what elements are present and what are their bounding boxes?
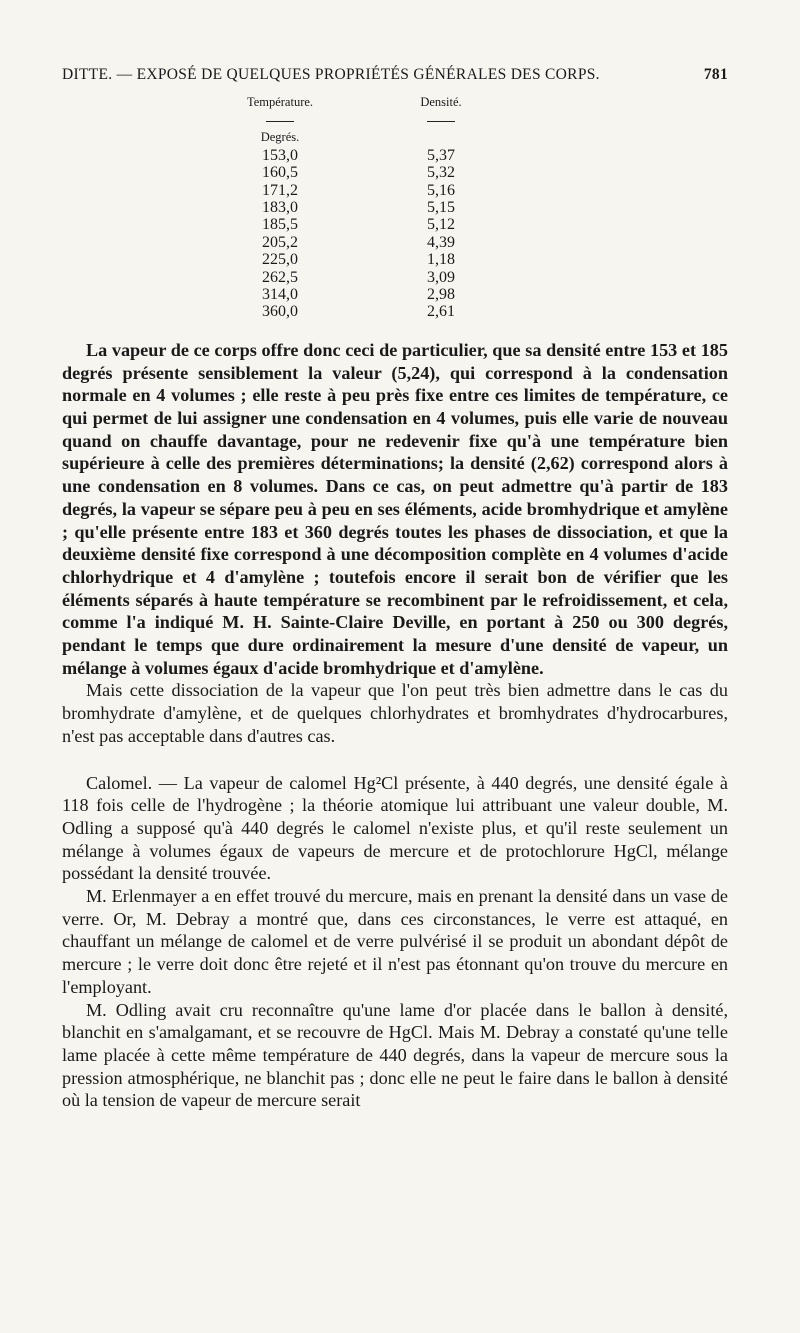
density-cell: 2,61 (427, 303, 455, 321)
temperature-cell: 205,2 (262, 233, 298, 251)
temperature-cell: 314,0 (262, 286, 298, 304)
running-title: DITTE. — EXPOSÉ DE QUELQUES PROPRIÉTÉS GÉNÉRALES DES CORPS. (62, 66, 600, 83)
temperature-cell: 171,2 (262, 181, 298, 199)
temperature-cell: 225,0 (262, 251, 298, 269)
density-cell: 3,09 (427, 268, 455, 286)
density-cell: 5,16 (427, 181, 455, 199)
table-row (220, 269, 486, 286)
dash-row (220, 112, 486, 129)
density-cell: 1,18 (427, 251, 455, 269)
table-row (220, 216, 486, 233)
paragraph-4: M. Erlenmayer a en effet trouvé du mercure, mais en prenant la densité dans un vase de verre. Or, M. Debray a montré que, dans ces circonstances, le verre est attaqué, en chauffant un mélange de calomel et de verre pulvérisé il se produit un abondant dépôt de mercure ; le verre doit donc être rejeté et il n'est pas étonnant qu'on trouve du mercure en l'employant. (62, 886, 728, 997)
temperature-header: Température. (246, 94, 314, 109)
paragraph-5: M. Odling avait cru reconnaître qu'une lame d'or placée dans le ballon à densité, blanchit en s'amalgamant, et se recouvre de HgCl. Mais M. Debray a constaté qu'une telle lame placée à cette même température de 440 degrés, dans la vapeur de mercure sous la pression atmosphérique, ne blanchit pas ; donc elle ne peut le faire dans le ballon à densité où la tension de vapeur de mercure serait (62, 999, 728, 1111)
temperature-cell: 183,0 (262, 199, 298, 217)
density-cell: 5,37 (427, 146, 455, 164)
table-row (220, 234, 486, 251)
paragraph-1: La vapeur de ce corps offre donc ceci de particulier, que sa densité entre 153 et 185 degrés présente sensiblement la valeur (5,24), qui correspond à la condensation normale en 4 volumes ; elle reste à peu près fixe entre ces limites de température, ce qui permet de lui assigner une condensation en 4 volumes, puis elle varie de nouveau quand on chauffe davantage, pour ne redevenir fixe qu'à une température bien supérieure à celle des premières déterminations; la densité (2,62) correspond alors à une condensation en 8 volumes. Dans ce cas, on peut admettre qu'à partir de 183 degrés, la vapeur se sépare peu à peu en ses éléments, acide bromhydrique et amylène ; qu'elle présente entre 183 et 360 degrés toutes les phases de dissociation, et que la deuxième densité fixe correspond à une décomposition complète en 4 volumes d'acide chlorhydrique et 4 d'amylène ; toutefois encore il serait bon de vérifier que les éléments séparés à haute température se recombinent par le refroidissement, et cela, comme l'a indiqué M. H. Sainte-Claire Deville, en portant à 250 ou 300 degrés, pendant le temps que dure ordinairement la mesure d'une densité de vapeur, un mélange à volumes égaux d'acide bromhydrique et d'amylène. (62, 339, 728, 678)
temperature-cell: 153,0 (262, 146, 298, 164)
dash-line (427, 121, 455, 122)
paragraph-2: Mais cette dissociation de la vapeur que l'on peut très bien admettre dans le cas du bromhydrate d'amylène, et de quelques chlorhydrates et bromhydrates d'hydrocarbures, n'est pas acceptable dans d'autres cas. (62, 680, 728, 746)
dash-line (266, 121, 294, 122)
density-cell: 5,15 (427, 199, 455, 217)
page-number: 781 (703, 66, 728, 83)
table-header-row (220, 92, 486, 112)
running-header (62, 66, 728, 90)
table-row (220, 303, 486, 320)
table-row (220, 147, 486, 164)
table-row (220, 251, 486, 268)
unit-row (220, 129, 486, 146)
temperature-cell: 360,0 (262, 303, 298, 321)
body-text (62, 339, 728, 1112)
table-row (220, 286, 486, 303)
density-cell: 2,98 (427, 286, 455, 304)
density-cell: 4,39 (427, 233, 455, 251)
temperature-cell: 185,5 (262, 216, 298, 234)
book-page (62, 66, 728, 1112)
temperature-cell: 160,5 (262, 164, 298, 182)
table-row (220, 164, 486, 181)
table-row (220, 199, 486, 216)
paragraph-calomel: Calomel. — La vapeur de calomel Hg²Cl présente, à 440 degrés, une densité égale à 118 fois celle de l'hydrogène ; la théorie atomique lui attribuant une valeur double, M. Odling a supposé qu'à 440 degrés le calomel n'existe plus, et qu'il reste seulement un mélange à volumes égaux de vapeurs de mercure et de protochlorure HgCl, mélange possédant la densité trouvée. (62, 772, 728, 884)
density-cell: 5,32 (427, 164, 455, 182)
table-row (220, 182, 486, 199)
density-header: Densité. (420, 94, 462, 109)
temperature-cell: 262,5 (262, 268, 298, 286)
temperature-density-table (220, 92, 486, 321)
unit-label: Degrés. (260, 130, 300, 145)
density-cell: 5,12 (427, 216, 455, 234)
